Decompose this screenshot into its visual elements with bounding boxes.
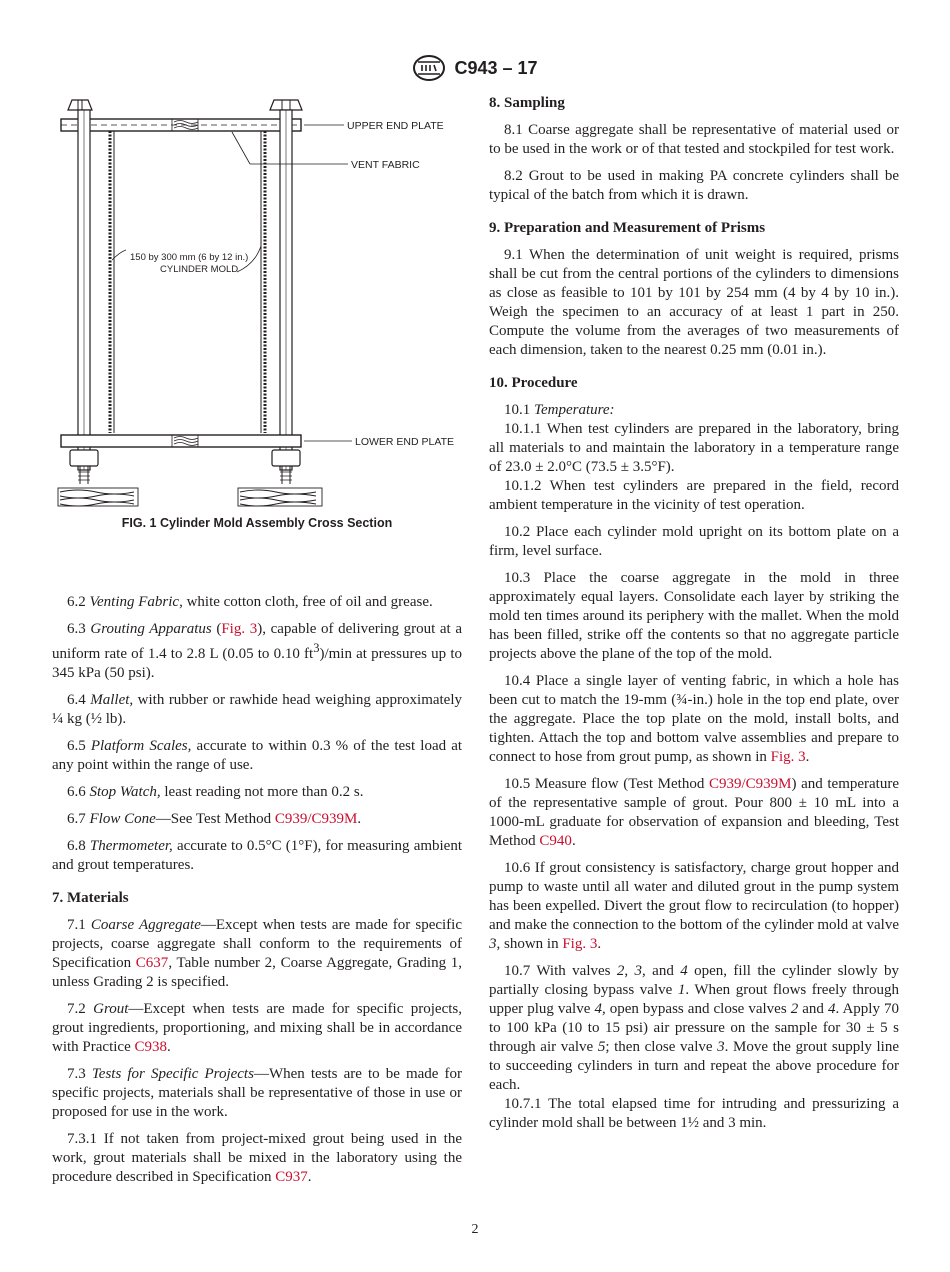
left-bolt-head xyxy=(68,100,92,110)
para-10-6: 10.6 If grout consistency is satisfactory, charge grout hopper and pump to waste until all water and diluted grout in the pump system has been expelled. Divert the grout flow to recirculation (to hopper) and make the connection to the bottom of the cylinder mold at valve 3, shown in Fig. 3. xyxy=(489,860,899,952)
left-wood-support xyxy=(58,488,138,506)
c939-link[interactable]: C939/C939M xyxy=(274,811,358,827)
para-10-1-1: 10.1.1 When test cylinders are prepared in the laboratory, bring all materials to and maintain the laboratory in a temperature range of 23.0 ± 2.0°C (73.5 ± 3.5°F). xyxy=(489,421,899,475)
right-column xyxy=(489,94,899,1141)
c940-link[interactable]: C940 xyxy=(539,833,572,849)
astm-logo-icon xyxy=(412,54,446,82)
para-10-1: 10.1 Temperature: xyxy=(504,402,615,418)
para-7-1: 7.1 Coarse Aggregate—Except when tests are made for specific projects, coarse aggregate shall conform to the requirements of Specification C637, Table number 2, Coarse Aggregate, Grading 1, unless Grading 2 is specified. xyxy=(52,917,463,990)
fig-3-link[interactable]: Fig. 3 xyxy=(221,621,258,637)
section-10-heading: 10. Procedure xyxy=(489,375,578,391)
para-8-2: 8.2 Grout to be used in making PA concrete cylinders shall be typical of the batch from which it is drawn. xyxy=(489,168,899,203)
para-9-1: 9.1 When the determination of unit weight is required, prisms shall be cut from the central portions of the cylinders to dimensions as close as feasible to 101 by 101 by 254 mm (4 by 4 by 10 in.). Weigh the specimen to an accuracy of at least 1 part in 250. Compute the volume from the averages of two measurements of each dimension, taken to the nearest 0.25 mm (0.01 in.). xyxy=(489,247,899,358)
para-6-4: 6.4 Mallet, with rubber or rawhide head weighing approximately ¼ kg (½ lb). xyxy=(52,692,463,727)
c937-link[interactable]: C937 xyxy=(275,1169,308,1185)
para-6-7: 6.7 Flow Cone—See Test Method C939/C939M. xyxy=(67,811,362,827)
para-10-2: 10.2 Place each cylinder mold upright on its bottom plate on a firm, level surface. xyxy=(489,524,899,559)
para-6-5: 6.5 Platform Scales, accurate to within 0.3 % of the test load at any point within the range of use. xyxy=(52,738,463,773)
figure-caption: FIG. 1 Cylinder Mold Assembly Cross Section xyxy=(121,516,393,530)
c637-link[interactable]: C637 xyxy=(135,955,169,971)
left-nut xyxy=(70,450,98,466)
section-7-heading: 7. Materials xyxy=(52,890,129,906)
page-header xyxy=(0,54,950,82)
para-7-3: 7.3 Tests for Specific Projects—When tests are to be made for specific projects, materials shall be representative of those in use or proposed for use in the work. xyxy=(52,1066,462,1120)
para-7-2: 7.2 Grout—Except when tests are made for specific projects, grout ingredients, proportioning, and mixing shall be in accordance with Practice C938. xyxy=(52,1001,462,1055)
para-7-3-1: 7.3.1 If not taken from project-mixed grout being used in the work, grout materials shall be mixed in the laboratory using the procedure described in Specification C937. xyxy=(52,1131,462,1185)
right-wood-support xyxy=(238,488,322,506)
section-9-heading: 9. Preparation and Measurement of Prisms xyxy=(489,220,766,236)
cylinder-mold-diagram xyxy=(52,92,472,512)
c939-link[interactable]: C939/C939M xyxy=(708,776,792,792)
para-6-3: 6.3 Grouting Apparatus (Fig. 3), capable of delivering grout at a uniform rate of 1.4 to 2.8 L (0.05 to 0.10 $ft^3)/\min$ at pressures up to 345 kPa (50 psi). xyxy=(52,621,463,681)
para-6-2: 6.2 Venting Fabric, white cotton cloth, free of oil and grease. xyxy=(67,594,433,610)
para-10-4: 10.4 Place a single layer of venting fabric, in which a hole has been cut to match the 19-mm (¾-in.) hole in the top end plate, over the aggregate. Place the top plate on the mold, install bolts, and tighten. Attach the top and bottom valve assemblies and prepare to connect to hose from grout pump, as shown in Fig. 3. xyxy=(489,673,899,765)
para-8-1: 8.1 Coarse aggregate shall be representative of material used or to be used in the work or of that tested and stockpiled for test work. xyxy=(489,122,899,157)
right-bolt-head xyxy=(270,100,302,110)
fig-3-link[interactable]: Fig. 3 xyxy=(770,749,806,765)
section-8-heading: 8. Sampling xyxy=(489,95,565,111)
designation: C943 – 17 xyxy=(454,57,538,78)
lower-end-plate-label: LOWER END PLATE xyxy=(355,436,454,448)
right-nut xyxy=(272,450,300,466)
upper-end-plate-label: UPPER END PLATE xyxy=(347,120,444,132)
para-10-7-1: 10.7.1 The total elapsed time for intruding and pressurizing a cylinder mold shall be between 1½ and 3 min. xyxy=(489,1096,899,1131)
para-10-3: 10.3 Place the coarse aggregate in the mold in three approximately equal layers. Consolidate each layer by striking the mold ten times around its periphery with the mallet. When the mold has been filled, strike off the contents so that no aggregate particle projects above the plane of the top of the mold. xyxy=(489,570,899,662)
mold-size-label: 150 by 300 mm (6 by 12 in.) xyxy=(130,252,249,263)
left-column xyxy=(52,593,462,1195)
para-10-1-2: 10.1.2 When test cylinders are prepared in the field, record ambient temperature in the vicinity of test operation. xyxy=(489,478,899,513)
para-10-5: 10.5 Measure flow (Test Method C939/C939M) and temperature of the representative sample of grout. Pour 800 ± 10 mL into a 1000-mL graduate for observation of expansion and bleeding, Test Method C940. xyxy=(489,776,899,849)
figure-1 xyxy=(52,92,472,512)
para-6-6: 6.6 Stop Watch, least reading not more than 0.2 s. xyxy=(67,784,364,800)
cylinder-mold-label: CYLINDER MOLD xyxy=(160,264,239,275)
vent-fabric-label: VENT FABRIC xyxy=(351,159,420,171)
page-number: 2 xyxy=(471,1222,479,1237)
para-10-7: 10.7 With valves 2, 3, and 4 open, fill the cylinder slowly by partially closing bypass valve 1. When grout flows freely through upper plug valve 4, open bypass and close valves 2 and 4. Apply 70 to 100 kPa (10 to 15 psi) air pressure on the sample for 30 ± 5 s through air valve 5; then close valve 3. Move the grout supply line to succeeding cylinders in turn and repeat the above procedure for each. xyxy=(489,963,899,1093)
c938-link[interactable]: C938 xyxy=(134,1039,167,1055)
para-6-8: 6.8 Thermometer, accurate to 0.5°C (1°F), for measuring ambient and grout temperatures. xyxy=(52,838,463,873)
fig-3-link[interactable]: Fig. 3 xyxy=(562,936,598,952)
